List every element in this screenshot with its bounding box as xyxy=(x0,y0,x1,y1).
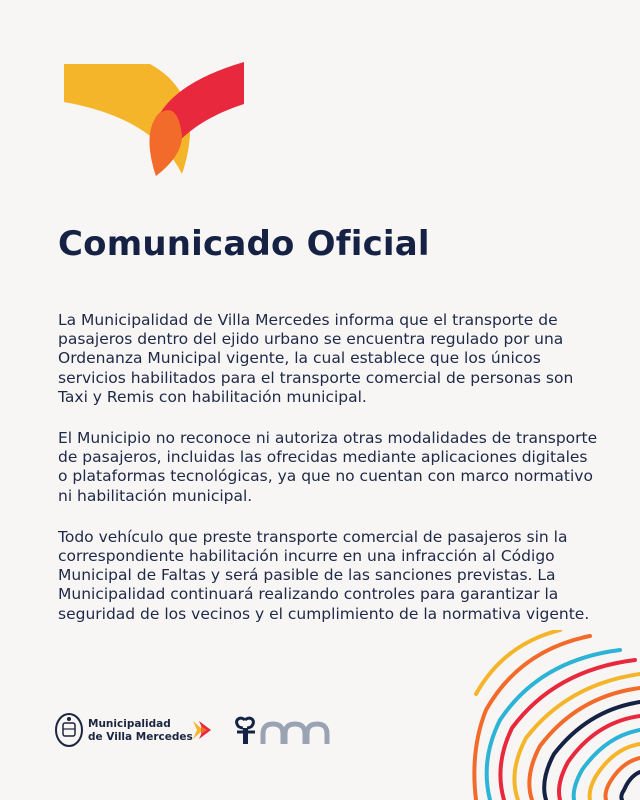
small-brand-logo-icon xyxy=(191,718,215,742)
paragraph-1: La Municipalidad de Villa Mercedes informa que el transporte de pasajeros dentro del ejido urbano se encuentra regulado por una Ordenanza Municipal vigente, la cual establece que los únicos servicios habilitados para el transporte comercial de personas son Taxi y Remis con habilitación municipal. xyxy=(58,311,574,406)
municipal-brand-logo xyxy=(58,56,248,180)
paragraph-2: El Municipio no reconoce ni autoriza otras modalidades de transporte de pasajeros, incluidas las ofrecidas mediante aplicaciones digitales o plataformas tecnológicas, ya que no cuentan con marco normativo ni habilitación municipal. xyxy=(58,429,598,505)
decorative-fingerprint-swirl xyxy=(470,630,640,800)
org-name-line2: de Villa Mercedes xyxy=(88,731,193,743)
announcement-body xyxy=(58,311,598,646)
partner-logo-icon xyxy=(235,716,331,746)
logo-center-overlap xyxy=(149,110,182,176)
paragraph-3: Todo vehículo que preste transporte comercial de pasajeros sin la correspondiente habilitación incurre en una infracción al Código Municipal de Faltas y será pasible de las sanciones previstas. La Municipalidad continuará realizando controles para garantizar la seguridad de los vecinos y el cumplimiento de la normativa vigente. xyxy=(58,527,590,623)
municipal-seal-icon xyxy=(54,712,84,748)
org-name xyxy=(88,718,193,744)
page-title: Comunicado Oficial xyxy=(58,224,430,264)
org-name-line1: Municipalidad xyxy=(88,718,171,730)
